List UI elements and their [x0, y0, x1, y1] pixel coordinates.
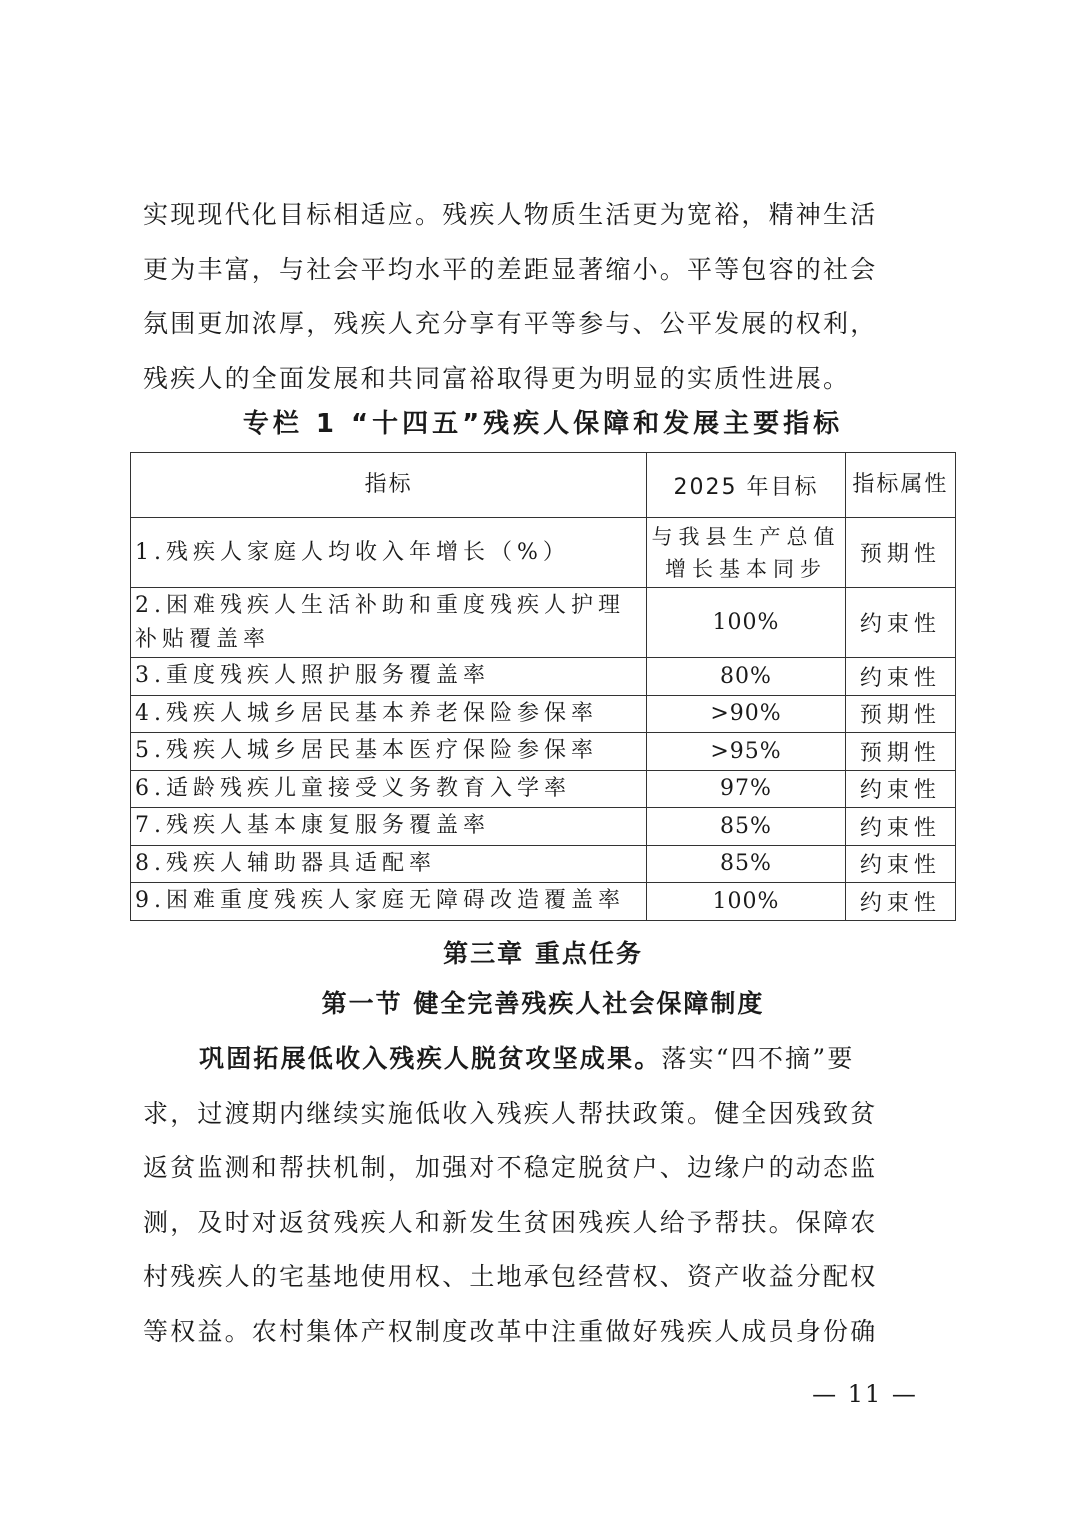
cell-target: 与我县生产总值增长基本同步: [647, 518, 845, 588]
chapter-heading: 第三章 重点任务: [443, 939, 643, 968]
paragraph-line: 返贫监测和帮扶机制，加强对不稳定脱贫户、边缘户的动态监: [143, 1153, 878, 1182]
cell-target: 80%: [647, 658, 845, 696]
paragraph-line: 测，及时对返贫残疾人和新发生贫困残疾人给予帮扶。保障农: [143, 1207, 878, 1237]
table-row: [131, 845, 956, 883]
cell-attribute: 约束性: [845, 883, 955, 921]
paragraph-line: 实现现代化目标相适应。残疾人物质生活更为宽裕，精神生活: [143, 200, 878, 229]
header-target: 2025 年目标: [647, 453, 845, 518]
cell-target: 100%: [647, 588, 845, 658]
cell-attribute: 预期性: [845, 518, 955, 588]
cell-target: 85%: [647, 808, 845, 846]
body-paragraph: [143, 1032, 933, 1359]
paragraph-line: 更为丰富，与社会平均水平的差距显著缩小。平等包容的社会: [143, 254, 878, 284]
cell-indicator: 7.残疾人基本康复服务覆盖率: [131, 808, 647, 846]
cell-indicator: 2.困难残疾人生活补助和重度残疾人护理补贴覆盖率: [131, 588, 647, 658]
indicators-table: [130, 452, 956, 921]
cell-indicator: 6.适龄残疾儿童接受义务教育入学率: [131, 770, 647, 808]
cell-attribute: 约束性: [845, 845, 955, 883]
cell-indicator: 1.残疾人家庭人均收入年增长（%）: [131, 518, 647, 588]
table-row: [131, 695, 956, 733]
cell-attribute: 约束性: [845, 770, 955, 808]
paragraph-line: 村残疾人的宅基地使用权、土地承包经营权、资产收益分配权: [143, 1262, 878, 1291]
cell-attribute: 约束性: [845, 808, 955, 846]
section-heading: 第一节 健全完善残疾人社会保障制度: [321, 989, 765, 1018]
table-row: [131, 733, 956, 771]
cell-indicator: 4.残疾人城乡居民基本养老保险参保率: [131, 695, 647, 733]
cell-attribute: 约束性: [845, 588, 955, 658]
column-title: 专栏 1 “十四五”残疾人保障和发展主要指标: [242, 409, 844, 439]
table-row: [131, 588, 956, 658]
cell-attribute: 约束性: [845, 658, 955, 696]
cell-indicator: 3.重度残疾人照护服务覆盖率: [131, 658, 647, 696]
intro-paragraph: [143, 188, 933, 406]
header-attribute: 指标属性: [845, 453, 955, 518]
cell-attribute: 预期性: [845, 695, 955, 733]
page-number: — 11 —: [812, 1380, 918, 1408]
cell-attribute: 预期性: [845, 733, 955, 771]
cell-target: 100%: [647, 883, 845, 921]
table-row: [131, 518, 956, 588]
cell-indicator: 8.残疾人辅助器具适配率: [131, 845, 647, 883]
cell-target: >95%: [647, 733, 845, 771]
cell-indicator: 5.残疾人城乡居民基本医疗保险参保率: [131, 733, 647, 771]
cell-target: >90%: [647, 695, 845, 733]
paragraph-lead-rest: 落实“四不摘”要: [661, 1044, 855, 1073]
paragraph-lead: 巩固拓展低收入残疾人脱贫攻坚成果。: [199, 1044, 662, 1073]
table-row: [131, 770, 956, 808]
cell-target: 97%: [647, 770, 845, 808]
table-row: [131, 808, 956, 846]
table-row: [131, 658, 956, 696]
table-row: [131, 883, 956, 921]
paragraph-line: 氛围更加浓厚，残疾人充分享有平等参与、公平发展的权利，: [143, 309, 878, 338]
cell-indicator: 9.困难重度残疾人家庭无障碍改造覆盖率: [131, 883, 647, 921]
cell-target: 85%: [647, 845, 845, 883]
paragraph-line: 求，过渡期内继续实施低收入残疾人帮扶政策。健全因残致贫: [143, 1098, 878, 1128]
header-indicator: 指标: [131, 453, 647, 518]
table-header-row: [131, 453, 956, 518]
paragraph-line: 残疾人的全面发展和共同富裕取得更为明显的实质性进展。: [143, 363, 851, 393]
paragraph-line: 等权益。农村集体产权制度改革中注重做好残疾人成员身份确: [143, 1316, 878, 1346]
paragraph-first-line: [143, 1032, 933, 1087]
